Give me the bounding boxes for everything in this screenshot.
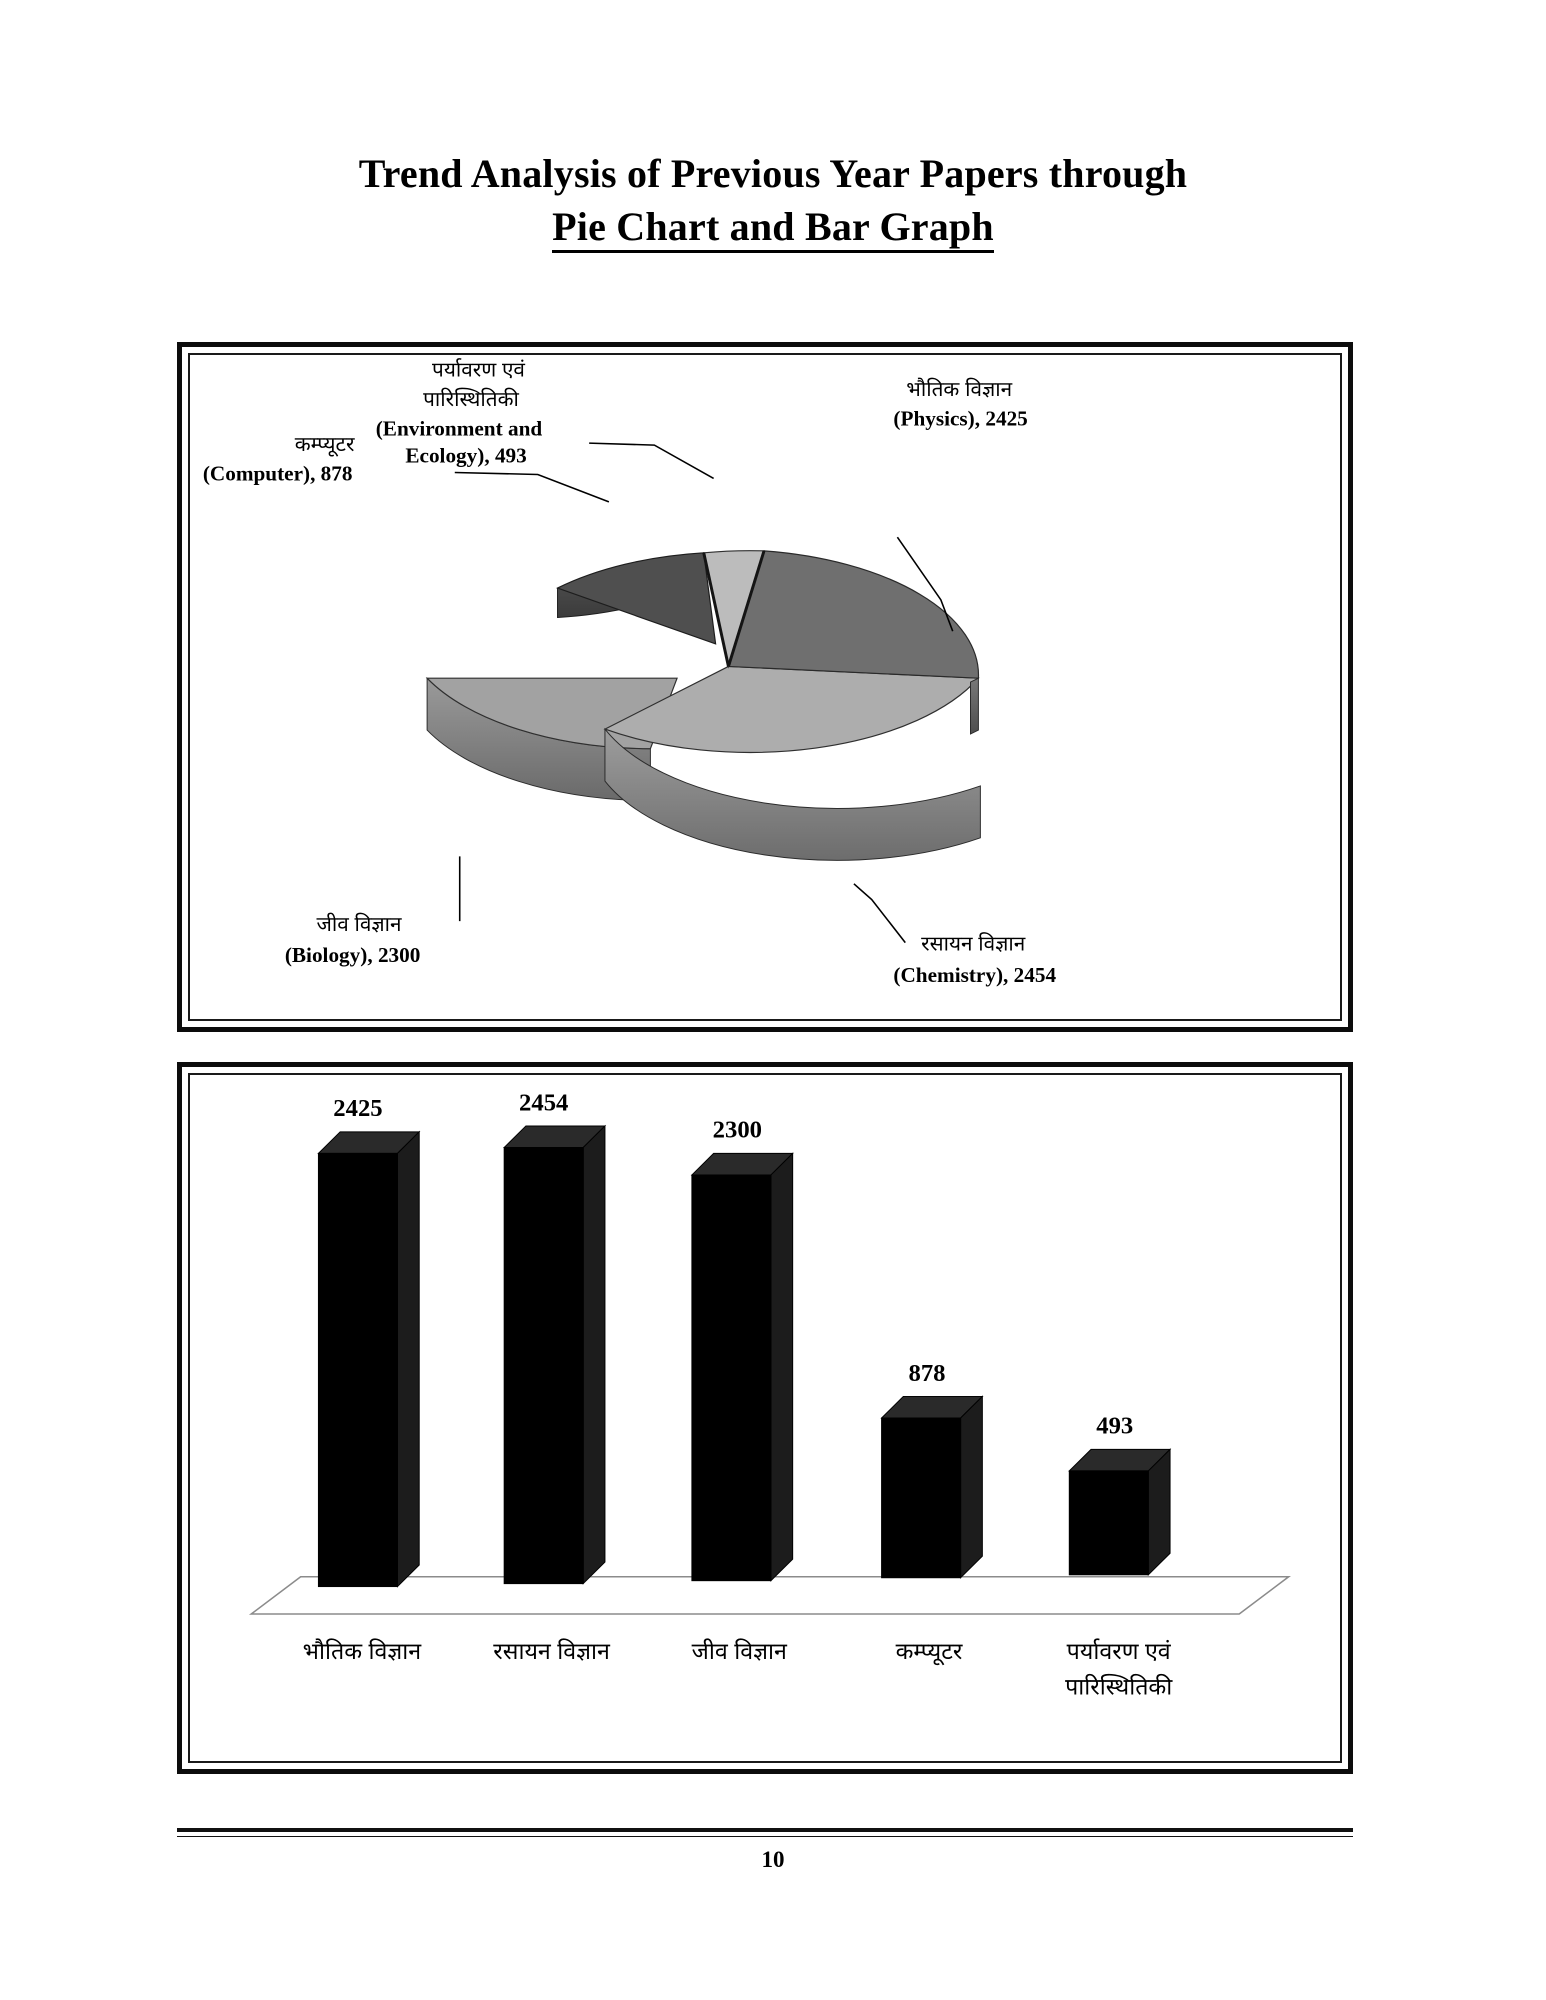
bar-value-computer: 878 <box>908 1359 946 1387</box>
pie-label-biology <box>285 912 421 967</box>
bar-chart-panel <box>177 1062 1353 1774</box>
pie-label-computer-english: (Computer), 878 <box>202 461 353 486</box>
pie-slice-physics <box>728 551 978 678</box>
page-number: 10 <box>761 1847 785 1872</box>
footer-divider <box>177 1828 1353 1832</box>
bar-physics <box>318 1132 419 1587</box>
pie-label-physics <box>893 377 1027 430</box>
pie-label-physics-english: (Physics), 2425 <box>893 406 1028 431</box>
page-title <box>0 148 1546 254</box>
chart-floor <box>251 1577 1288 1614</box>
pie-chart-panel-inner <box>188 353 1342 1021</box>
pie-chart-panel <box>177 342 1353 1032</box>
bar-value-biology: 2300 <box>712 1116 763 1144</box>
pie-3d-body <box>427 551 980 861</box>
bar-category-biology: जीव विज्ञान <box>691 1638 787 1665</box>
bar-category-chemistry: रसायन विज्ञान <box>493 1638 610 1665</box>
pie-label-biology-english: (Biology), 2300 <box>284 943 421 968</box>
bar-value-chemistry: 2454 <box>519 1089 569 1117</box>
pie-label-chemistry-devanagari: रसायन विज्ञान <box>921 932 1026 956</box>
bar-chemistry <box>504 1126 605 1584</box>
bar-computer <box>882 1396 983 1577</box>
pie-label-chemistry <box>893 932 1056 987</box>
pie-label-environment-english-1: (Environment and <box>375 416 543 441</box>
pie-chart <box>190 355 1340 1019</box>
pie-label-computer-devanagari: कम्प्यूटर <box>294 433 355 456</box>
pie-physics-edge <box>970 678 978 734</box>
leader-line-chemistry <box>854 884 905 943</box>
leader-line-computer <box>455 473 609 502</box>
bar-chart-panel-inner <box>188 1073 1342 1763</box>
footer-divider-thin <box>177 1836 1353 1837</box>
pie-label-chemistry-english: (Chemistry), 2454 <box>893 962 1057 987</box>
bar-chart <box>190 1075 1340 1761</box>
bar-category-environment-line1: पर्यावरण एवं <box>1066 1638 1171 1665</box>
pie-label-biology-devanagari: जीव विज्ञान <box>316 912 402 936</box>
page-title-line-1: Trend Analysis of Previous Year Papers through <box>358 151 1188 196</box>
pie-label-physics-devanagari: भौतिक विज्ञान <box>906 378 1013 402</box>
page-title-line-2 <box>0 201 1546 254</box>
leader-line-environment <box>589 443 713 478</box>
bar-category-computer: कम्प्यूटर <box>895 1638 963 1665</box>
bar-value-environment: 493 <box>1096 1412 1134 1440</box>
pie-label-environment <box>376 358 543 468</box>
bar-category-environment-line2: पारिस्थितिकी <box>1065 1673 1173 1700</box>
bar-environment <box>1069 1449 1170 1574</box>
bar-category-physics: भौतिक विज्ञान <box>302 1638 422 1665</box>
pie-label-computer <box>203 433 355 485</box>
pie-label-environment-devanagari-2: पारिस्थितिकी <box>423 388 519 411</box>
page-title-line-2-text: Pie Chart and Bar Graph <box>552 204 994 253</box>
bar-value-physics: 2425 <box>333 1095 383 1123</box>
pie-label-environment-devanagari-1: पर्यावरण एवं <box>432 358 525 382</box>
bar-biology <box>692 1153 793 1580</box>
pie-label-environment-english-2: Ecology), 493 <box>405 443 527 468</box>
